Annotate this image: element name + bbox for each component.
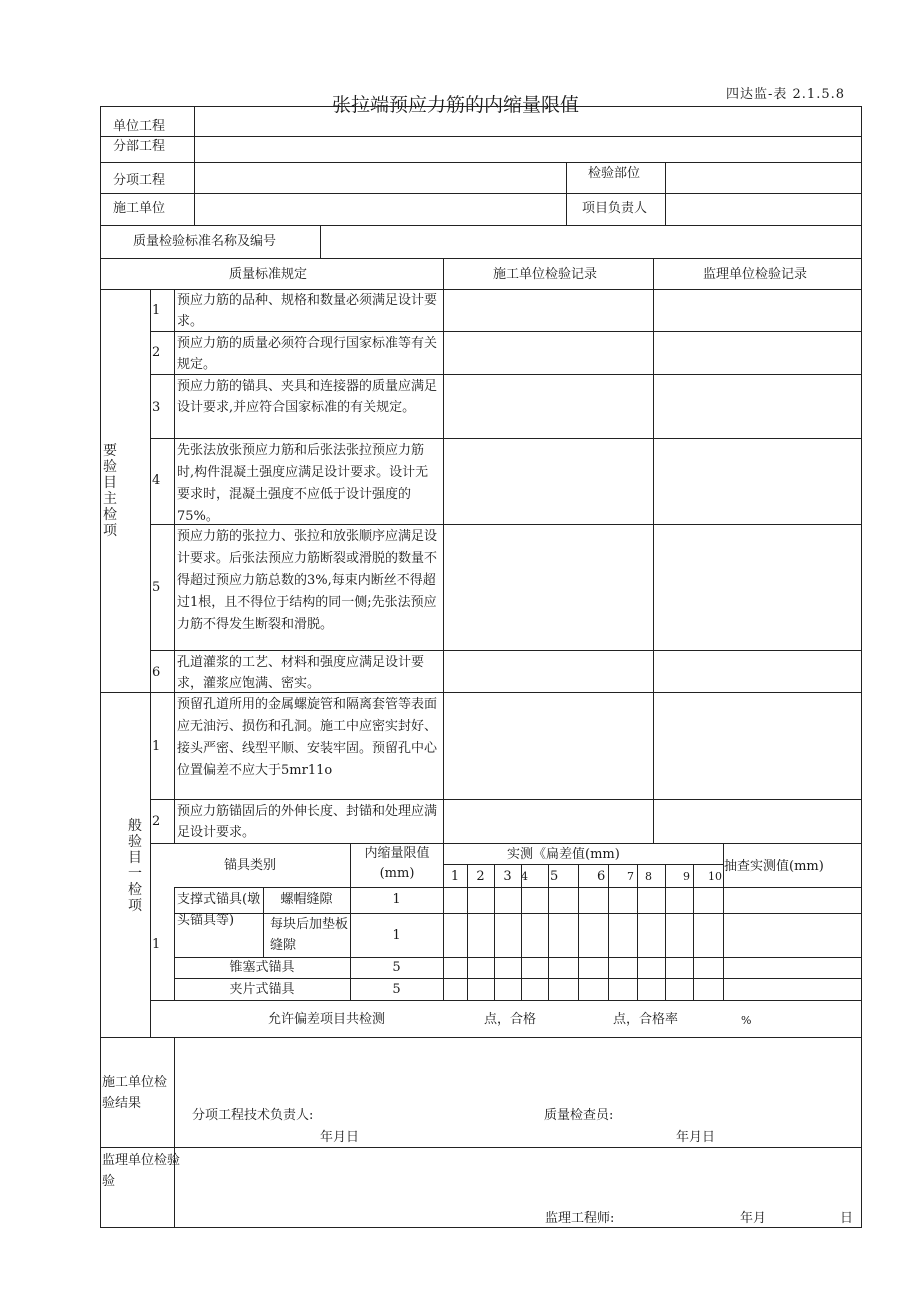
limit-value-cell: 1 [392, 928, 401, 943]
general-item-text: 预留孔道所用的金属螺旋管和隔离套管等表面应无油污、损伤和孔洞。施工中应密实封好、接头严密、线型平顺、安装牢固。预留孔中心位置偏差不应大于5mr11o [177, 697, 438, 778]
form-number: 四达监-表 2.1.5.8 [726, 87, 846, 102]
supervision-result-label-2: 验 [102, 1174, 116, 1189]
main-item-text: 孔道灌浆的工艺、材料和强度应满足设计要求，灌浆应饱满、密实。 [177, 655, 425, 691]
quality-standard-header: 质量标准规定 [229, 267, 308, 282]
general-item-no: 2 [152, 814, 161, 829]
date-field: 年月 [740, 1211, 767, 1226]
date-field: 日 [840, 1211, 854, 1226]
measure-item-no: 1 [152, 937, 161, 952]
point-number: 8 [645, 870, 652, 883]
point-number: 6 [597, 869, 606, 884]
main-item-no: 3 [152, 400, 161, 415]
point-number: 1 [450, 869, 460, 884]
limit-value-cell: 5 [392, 960, 401, 975]
main-item-text: 预应力筋的锚具、夹具和连接器的质量应满足设计要求,并应符合国家标准的有关规定。 [177, 379, 438, 415]
summary-pass: 点，合格 [484, 1012, 537, 1027]
measured-deviation-header: 实测《扁差值(mm) [507, 847, 620, 862]
construction-record-header: 施工单位检验记录 [493, 267, 598, 282]
anchor-type-cell: 每块后加垫板缝隙 [270, 917, 349, 953]
construction-result-label: 施工单位检验结果 [102, 1075, 168, 1111]
summary-rate: 点，合格率 [613, 1012, 679, 1027]
main-item-no: 5 [152, 580, 161, 595]
document-title: 张拉端预应力筋的内缩量限值 [332, 94, 580, 116]
summary-percent: % [741, 1014, 752, 1027]
division-project-label: 分部工程 [113, 139, 166, 154]
spot-check-header: 抽查实测值(mm) [724, 859, 824, 874]
point-number: 4 [521, 870, 528, 883]
anchor-type-cell: 锥塞式锚具 [229, 960, 295, 975]
main-item-no: 2 [152, 345, 161, 360]
point-number: 2 [476, 869, 485, 884]
quality-inspector-label: 质量检查员: [544, 1108, 614, 1123]
construction-unit-label: 施工单位 [113, 201, 166, 216]
anchor-group-label: 支撑式锚具(墩头锚具等) [177, 892, 261, 928]
limit-value-cell: 5 [392, 982, 401, 997]
standard-name-label: 质量检验标准名称及编号 [133, 234, 277, 249]
main-item-no: 4 [152, 473, 161, 488]
main-items-label: 要验目主检项 [103, 443, 117, 539]
limit-value-cell: 1 [392, 892, 401, 907]
main-item-text: 预应力筋的品种、规格和数量必须满足设计要求。 [177, 293, 438, 329]
point-number: 9 [683, 870, 690, 883]
project-manager-label: 项目负责人 [582, 201, 648, 216]
limit-header: 内缩量限值(mm) [364, 846, 430, 881]
main-item-text: 先张法放张预应力筋和后张法张拉预应力筋时,构件混凝土强度应满足设计要求。设计无要求时，混凝土强度不应低于设计强度的75%。 [177, 443, 429, 524]
summary-prefix: 允许偏差项目共检测 [268, 1012, 386, 1027]
main-item-no: 1 [152, 303, 161, 318]
subitem-project-label: 分项工程 [113, 173, 166, 188]
main-item-text: 预应力筋的张拉力、张拉和放张顺序应满足设计要求。后张法预应力筋断裂或滑脱的数量不得超过预应力筋总数的3%,每束内断丝不得超过1根，且不得位于结构的同一侧;先张法预应力筋不得发生断裂和滑脱。 [177, 529, 438, 632]
general-item-text: 预应力筋锚固后的外伸长度、封锚和处理应满足设计要求。 [177, 804, 438, 840]
supervision-record-header: 监理单位检验记录 [703, 267, 808, 282]
date-field: 年月日 [320, 1130, 360, 1145]
main-item-text: 预应力筋的质量必须符合现行国家标准等有关规定。 [177, 336, 438, 372]
supervisor-label: 监理工程师: [545, 1211, 615, 1226]
supervision-result-label: 监理单位检验 [102, 1153, 181, 1168]
point-number: 7 [627, 870, 634, 883]
inspection-part-label: 检验部位 [588, 166, 641, 181]
general-item-no: 1 [152, 739, 161, 754]
point-number: 3 [503, 869, 512, 884]
point-number: 5 [550, 869, 559, 884]
anchor-type-cell: 螺帽缝隙 [280, 892, 333, 907]
general-items-label: 般验目一检项 [128, 818, 142, 914]
unit-project-label: 单位工程 [113, 119, 166, 134]
date-field: 年月日 [676, 1130, 716, 1145]
anchor-type-header: 锚具类别 [224, 858, 277, 873]
point-number: 10 [708, 870, 722, 883]
anchor-type-cell: 夹片式锚具 [229, 982, 295, 997]
tech-lead-label: 分项工程技术负责人: [192, 1108, 314, 1123]
main-item-no: 6 [152, 665, 161, 680]
